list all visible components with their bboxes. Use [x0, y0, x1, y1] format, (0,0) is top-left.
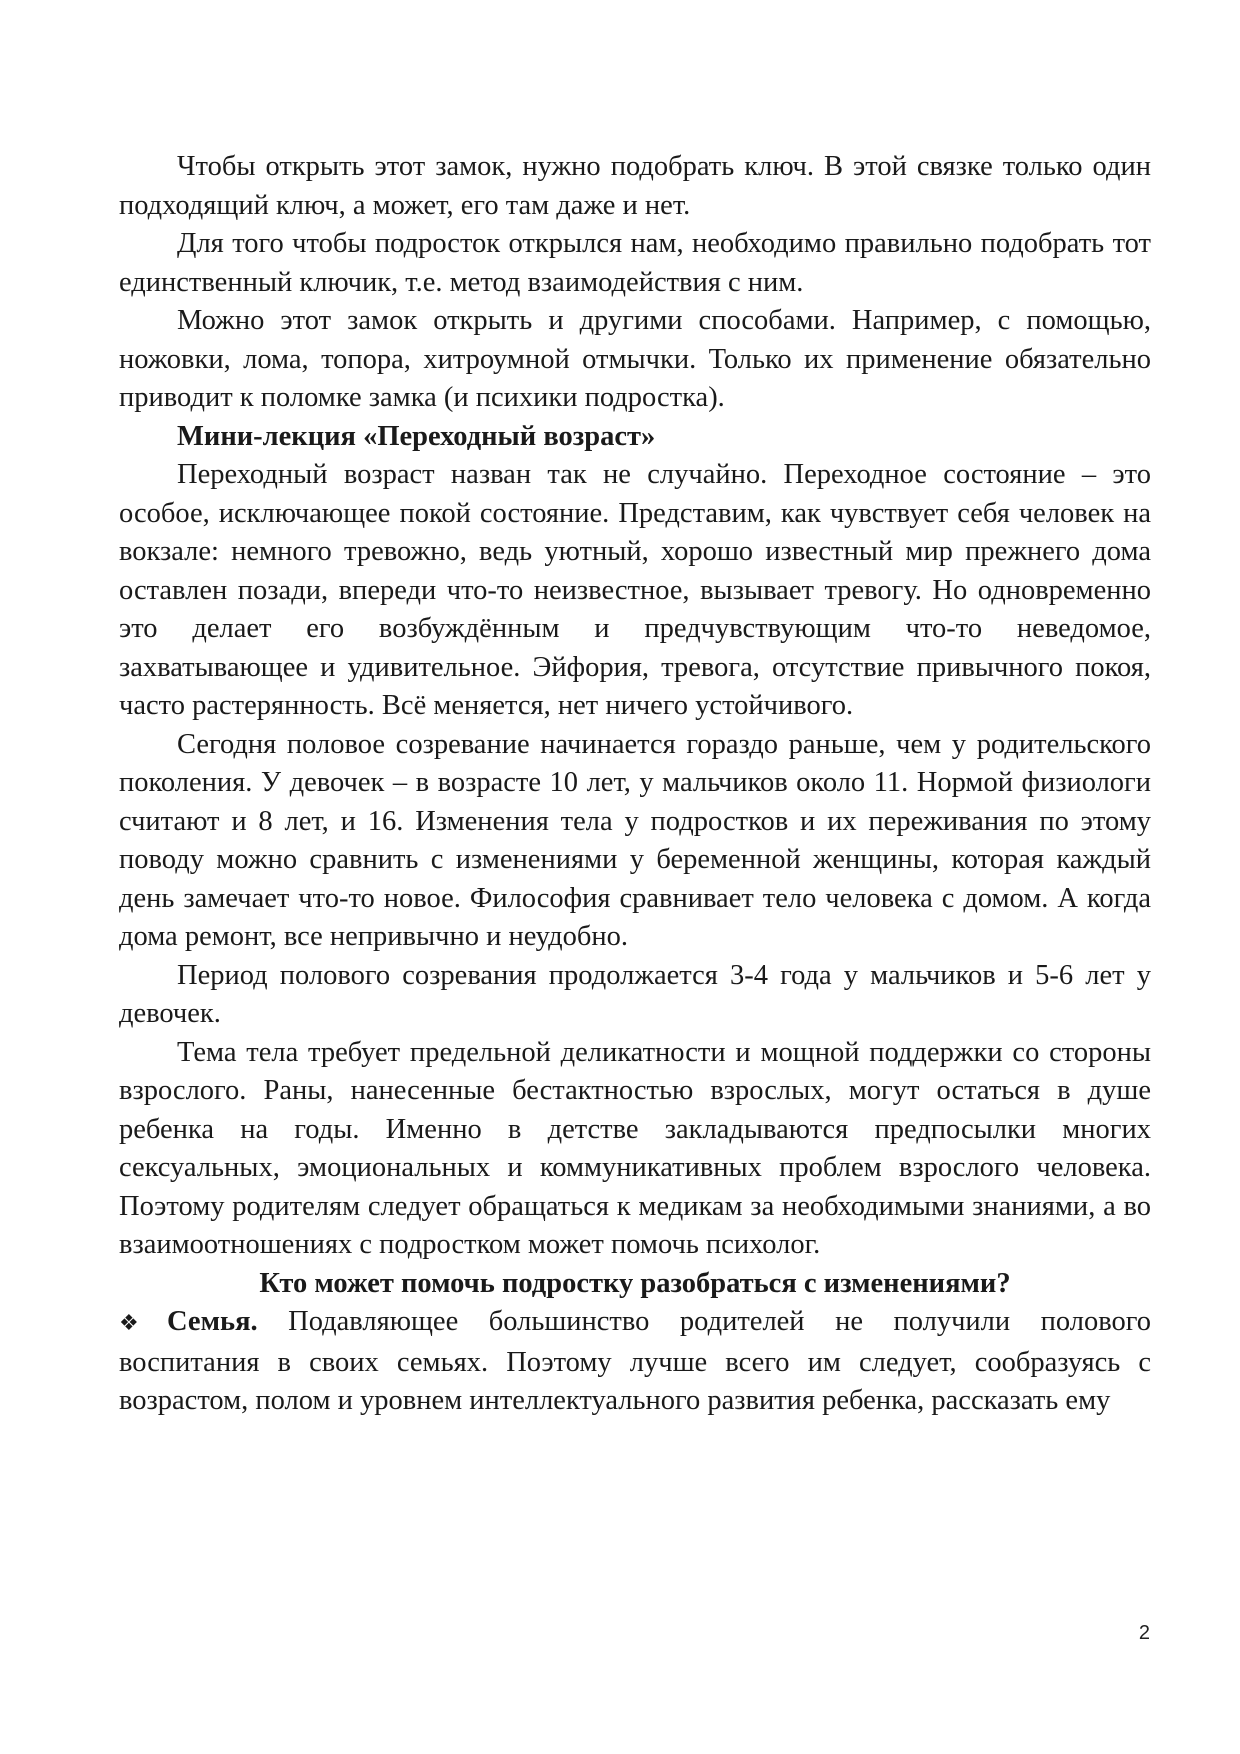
paragraph-other-methods: Можно этот замок открыть и другими способами. Например, с помощью, ножовки, лома, топора, хитроумной отмычки. Только их применение обязательно приводит к поломке замка (и психики подростка). — [119, 305, 1151, 413]
heading-mini-lecture: Мини-лекция «Переходный возраст» — [177, 420, 656, 452]
paragraph-puberty-onset: Сегодня половое созревание начинается гораздо раньше, чем у родительского поколения. У девочек – в возрасте 10 лет, у мальчиков около 11. Нормой физиологи считают и 8 лет, и 16. Изменения тела у подростков и их переживания по этому поводу можно сравнить с изменениями у беременной женщины, которая каждый день замечает что-то новое. Философия сравнивает тело человека с домом. А когда дома ремонт, все непривычно и неудобно. — [119, 728, 1151, 952]
paragraph-body-topic: Тема тела требует предельной деликатности и мощной поддержки со стороны взрослого. Раны, нанесенные бестактностью взрослых, могут остаться в душе ребенка на годы. Именно в детстве закладываются предпосылки многих сексуальных, эмоциональных и коммуникативных проблем взрослого человека. Поэтому родителям следует обращаться к медикам за необходимыми знаниями, а во взаимоотношениях с подростком может помочь психолог. — [119, 1036, 1151, 1260]
paragraph-lock-key: Чтобы открыть этот замок, нужно подобрать ключ. В этой связке только один подходящий ключ, а может, его там даже и нет. — [119, 151, 1151, 221]
paragraph-transitional-age: Переходный возраст назван так не случайно. Переходное состояние – это особое, исключающее покой состояние. Представим, как чувствует себя человек на вокзале: немного тревожно, ведь уютный, хорошо известный мир прежнего дома оставлен позади, впереди что-то неизвестное, вызывает тревогу. Но одновременно это делает его возбуждённым и предчувствующим что-то неведомое, захватывающее и удивительное. Эйфория, тревога, отсутствие привычного покоя, часто растерянность. Всё меняется, нет ничего устойчивого. — [119, 459, 1151, 721]
heading-who-can-help: Кто может помочь подростку разобраться с изменениями? — [259, 1267, 1011, 1299]
page-number: 2 — [1138, 1622, 1150, 1644]
bullet-lead-label: Семья. — [167, 1306, 258, 1337]
bullet-text: Подавляющее большинство родителей не получили полового воспитания в своих семьях. Поэтому лучше всего им следует, сообразуясь с возрастом, полом и уровнем интеллектуального развития ребенка, рассказать ему — [119, 1306, 1151, 1416]
paragraph-teen-key: Для того чтобы подросток открылся нам, необходимо правильно подобрать тот единственный ключик, т.е. метод взаимодействия с ним. — [119, 228, 1151, 298]
paragraph-puberty-duration: Период полового созревания продолжается 3-4 года у мальчиков и 5-6 лет у девочек. — [119, 959, 1151, 1029]
bullet-family — [119, 1303, 1151, 1421]
diamond-bullet-icon: ❖ — [119, 1311, 139, 1336]
page-body — [119, 148, 1151, 1421]
